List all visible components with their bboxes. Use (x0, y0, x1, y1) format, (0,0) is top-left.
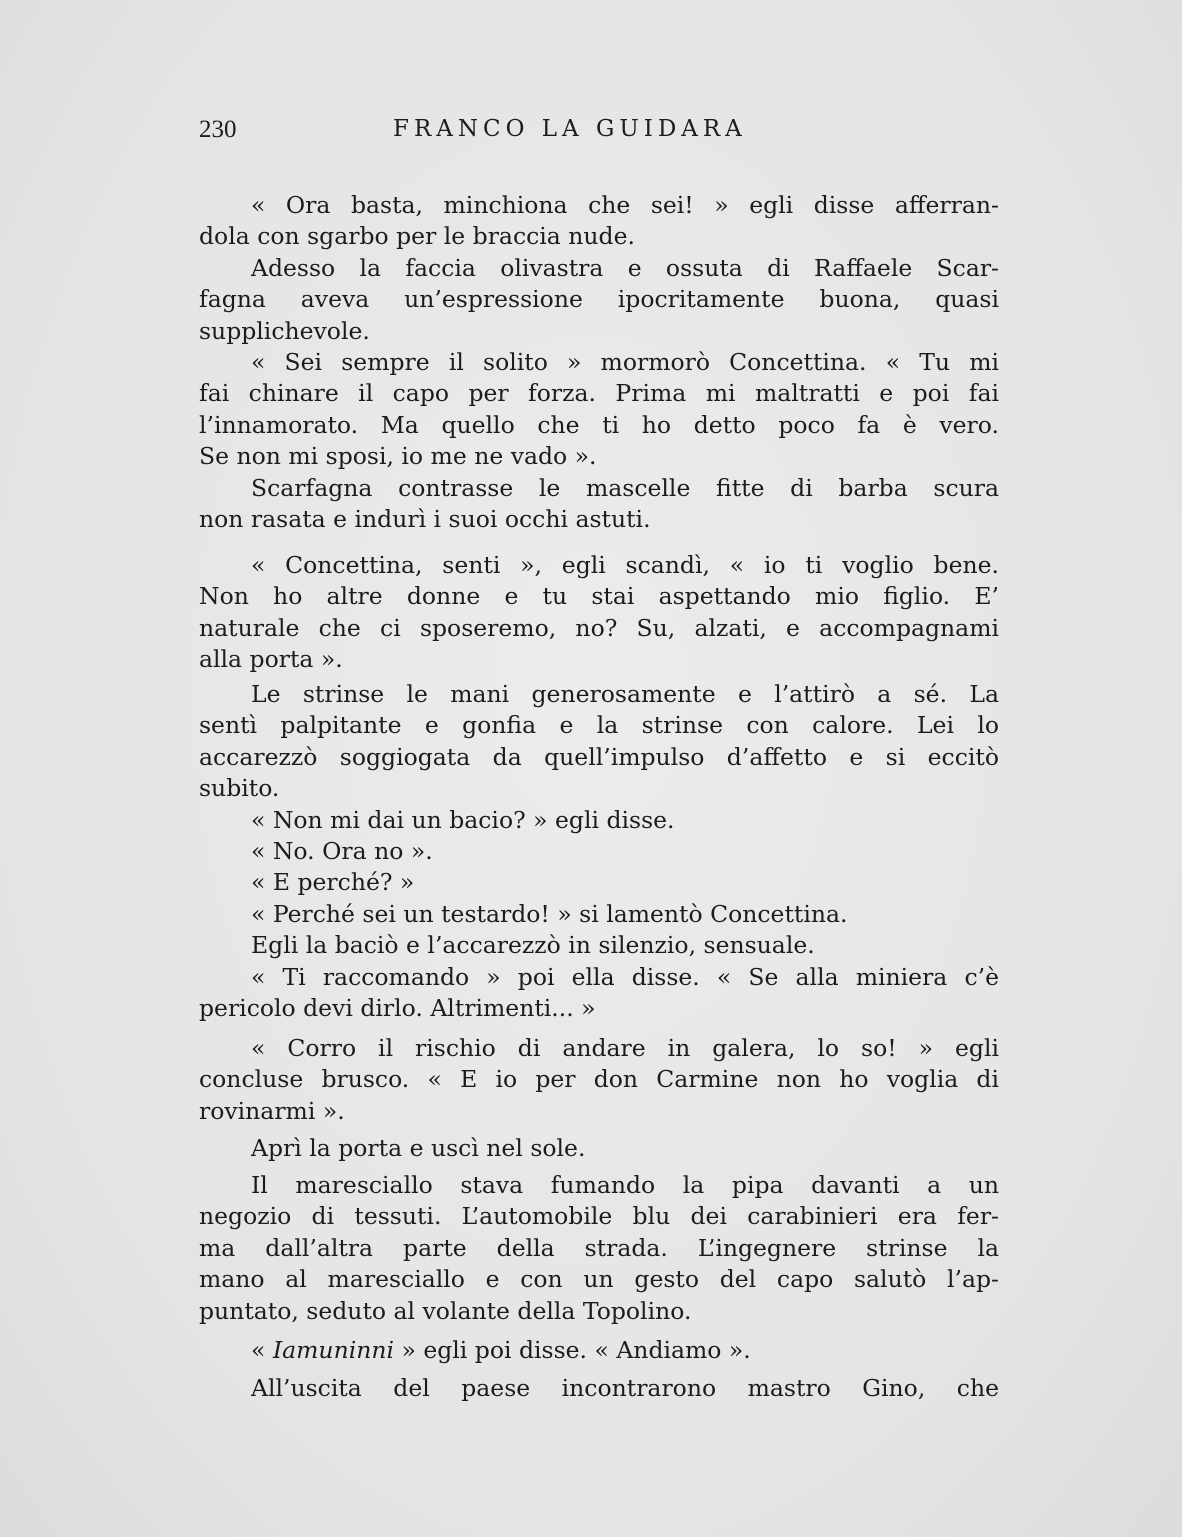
text-line: pericolo devi dirlo. Altrimenti... » (199, 993, 596, 1022)
text-line: Scarfagna contrasse le mascelle fitte di barba scura (251, 473, 999, 502)
page-header (199, 116, 999, 150)
text-line: Aprì la porta e uscì nel sole. (251, 1134, 586, 1162)
text-line: Egli la baciò e l’accarezzò in silenzio, sensuale. (251, 931, 815, 960)
italic-word: Iamuninni (272, 1336, 395, 1364)
text-line: Adesso la faccia olivastra e ossuta di Raffaele Scar- (251, 253, 999, 282)
text-line: subito. (199, 774, 280, 803)
text-line: « Corro il rischio di andare in galera, lo so! » egli (251, 1034, 999, 1062)
text-line: « No. Ora no ». (251, 836, 433, 865)
text-line: All’uscita del paese incontrarono mastro Gino, che (251, 1374, 999, 1402)
text-line: « Concettina, senti », egli scandì, « io ti voglio bene. (251, 551, 999, 579)
text-line: fagna aveva un’espressione ipocritamente buona, quasi (199, 285, 999, 314)
text-line: puntato, seduto al volante della Topolino. (199, 1296, 692, 1325)
text-line: Non ho altre donne e tu stai aspettando mio figlio. E’ (199, 582, 999, 611)
text-line: dola con sgarbo per le braccia nude. (199, 222, 635, 251)
text-line: Se non mi sposi, io me ne vado ». (199, 442, 597, 471)
text-line: non rasata e indurì i suoi occhi astuti. (199, 504, 651, 533)
text-line: naturale che ci sposeremo, no? Su, alzati, e accompagnami (199, 613, 999, 642)
page-number: 230 (199, 116, 237, 143)
text-line: « Ora basta, minchiona che sei! » egli disse afferran- (251, 191, 999, 219)
text-line: « E perché? » (251, 868, 415, 897)
text-line: « Perché sei un testardo! » si lamentò Concettina. (251, 899, 848, 928)
text-line: supplichevole. (199, 316, 370, 345)
text-line: alla porta ». (199, 645, 343, 674)
text-line: « Ti raccomando » poi ella disse. « Se alla miniera c’è (251, 962, 999, 991)
text-line: Il maresciallo stava fumando la pipa davanti a un (251, 1171, 999, 1199)
running-head: FRANCO LA GUIDARA (393, 116, 747, 142)
text-line: ma dall’altra parte della strada. L’ingegnere strinse la (199, 1233, 999, 1262)
text-line: rovinarmi ». (199, 1096, 345, 1125)
text-line: « Iamuninni » egli poi disse. « Andiamo ». (251, 1336, 751, 1364)
text-line: sentì palpitante e gonfia e la strinse con calore. Lei lo (199, 711, 999, 740)
text-line: « Non mi dai un bacio? » egli disse. (251, 805, 675, 834)
text-line: concluse brusco. « E io per don Carmine non ho voglia di (199, 1065, 999, 1094)
text-line: fai chinare il capo per forza. Prima mi maltratti e poi fai (199, 379, 999, 408)
text-line: mano al maresciallo e con un gesto del capo salutò l’ap- (199, 1265, 999, 1294)
text-line: negozio di tessuti. L’automobile blu dei carabinieri era fer- (199, 1202, 999, 1231)
text-line: Le strinse le mani generosamente e l’attirò a sé. La (251, 680, 999, 708)
text-line: l’innamorato. Ma quello che ti ho detto poco fa è vero. (199, 410, 999, 439)
text-line: « Sei sempre il solito » mormorò Concettina. « Tu mi (251, 347, 999, 376)
text-line: accarezzò soggiogata da quell’impulso d’affetto e si eccitò (199, 742, 999, 771)
